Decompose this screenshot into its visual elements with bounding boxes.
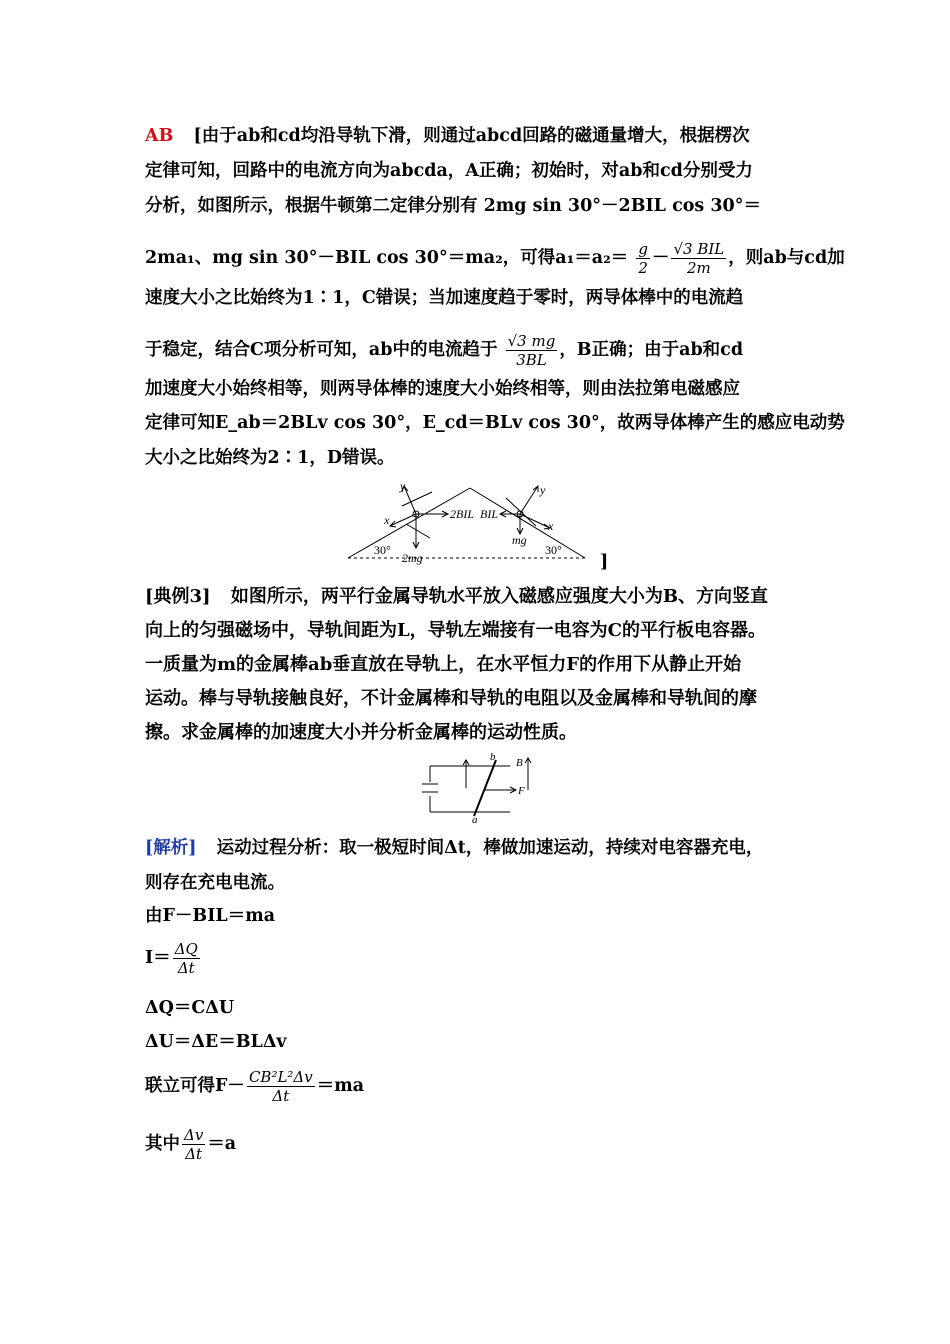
equation-5: 联立可得F－ $\frac{\text{CB²L²Δv}}{\Delta t}$ ＝ma (145, 1068, 365, 1105)
example-line-5: 擦。求金属棒的加速度大小并分析金属棒的运动性质。 (145, 722, 577, 743)
fig1-label-2bil: 2BIL (450, 507, 474, 521)
answer-text-6: 于稳定，结合C项分析可知，ab中的电流趋于 (145, 340, 498, 360)
answer-closing-bracket: ] (600, 552, 609, 572)
fig1-label-x-left: x (384, 513, 390, 527)
fraction-cb2l2: $\frac{\text{CB²L²Δv}}{\Delta t}$ (248, 1068, 313, 1105)
fraction-dq-dt: $\frac{\Delta Q}{\Delta t}$ (174, 940, 198, 977)
fig1-label-angle-right: 30° (545, 543, 562, 557)
equation-6: 其中 $\frac{\Delta v}{\Delta t}$ ＝a (145, 1126, 237, 1163)
answer-line-5: 速度大小之比始终为1∶1，C错误；当加速度趋于零时，两导体棒中的电流趋 (145, 288, 744, 308)
answer-text-6b: ，B正确；由于ab和cd (559, 340, 744, 360)
force-diagram-figure (340, 478, 620, 573)
answer-line-6 (145, 332, 743, 369)
fig1-label-y-right: y (540, 483, 546, 497)
fraction-current: $\frac{√3 mg}{3BL}$ (507, 332, 556, 369)
analysis-line-1 (145, 836, 763, 860)
fraction-dv-dt: $\frac{\Delta v}{\Delta t}$ (184, 1126, 204, 1163)
fig1-label-y-left: y (400, 479, 406, 493)
example-text-1: 如图所示，两平行金属导轨水平放入磁感应强度大小为B、方向竖直 (230, 586, 769, 607)
fig2-label-b: b (490, 752, 496, 763)
answer-line-8: 定律可知E_ab＝2BLv cos 30°，E_cd＝BLv cos 30°，故两导体棒产生的感应电动势 (145, 413, 845, 433)
answer-line-4: 2ma₁、mg sin 30°－BIL cos 30°＝ma₂，可得a₁＝a₂＝ $\frac{g}{2}$ － $\frac{\text{√3 BIL}}{2m}$ ，则ab与cd加 (145, 240, 845, 277)
answer-label: AB (145, 126, 174, 146)
answer-line-1 (145, 124, 750, 148)
example-label: [典例3] (145, 586, 211, 607)
fig1-label-angle-left: 30° (374, 543, 391, 557)
answer-text-4: 2ma₁、mg sin 30°－BIL cos 30°＝ma₂，可得a₁＝a₂＝ (145, 248, 629, 268)
fig1-label-mg: mg (512, 533, 527, 547)
fig2-label-a: a (472, 814, 478, 824)
equation-3: ΔQ＝CΔU (145, 998, 235, 1018)
answer-line-7: 加速度大小始终相等，则两导体棒的速度大小始终相等，则由法拉第电磁感应 (145, 379, 740, 399)
fraction-bil: $\frac{\text{√3 BIL}}{2m}$ (673, 240, 725, 277)
example-line-2: 向上的匀强磁场中，导轨间距为L，导轨左端接有一电容为C的平行板电容器。 (145, 620, 766, 641)
answer-line-9: 大小之比始终为2∶1，D错误。 (145, 448, 395, 468)
answer-text-4b: ，则ab与cd加 (728, 248, 845, 268)
equation-2: I＝ $\frac{\Delta Q}{\Delta t}$ (145, 940, 198, 977)
analysis-label: [解析] (145, 838, 197, 858)
example-line-4: 运动。棒与导轨接触良好，不计金属棒和导轨的电阻以及金属棒和导轨间的摩 (145, 688, 757, 709)
equation-1: 由F－BIL＝ma (145, 906, 276, 926)
example-line-1 (145, 580, 768, 614)
equation-4: ΔU＝ΔE＝BLΔv (145, 1032, 287, 1052)
fig2-label-F: F (518, 785, 525, 797)
analysis-text-1: 运动过程分析：取一极短时间Δt，棒做加速运动，持续对电容器充电， (216, 838, 764, 858)
fraction-g-over-2: $\frac{g}{2}$ (638, 240, 648, 277)
fig1-label-2mg: 2mg (402, 551, 423, 565)
answer-line-2: 定律可知，回路中的电流方向为abcda，A正确；初始时，对ab和cd分别受力 (145, 161, 753, 181)
answer-line-3: 分析，如图所示，根据牛顿第二定律分别有 2mg sin 30°－2BIL cos 30°＝ (145, 196, 761, 216)
fig1-label-x-right: x (548, 519, 554, 533)
fig2-label-B: B (516, 757, 523, 769)
analysis-line-2: 则存在充电电流。 (145, 873, 285, 893)
fig1-label-bil: BIL (480, 507, 498, 521)
capacitor-rail-figure (418, 752, 538, 824)
answer-text-1: [由于ab和cd均沿导轨下滑，则通过abcd回路的磁通量增大，根据楞次 (193, 126, 750, 146)
example-line-3: 一质量为m的金属棒ab垂直放在导轨上，在水平恒力F的作用下从静止开始 (145, 654, 742, 675)
